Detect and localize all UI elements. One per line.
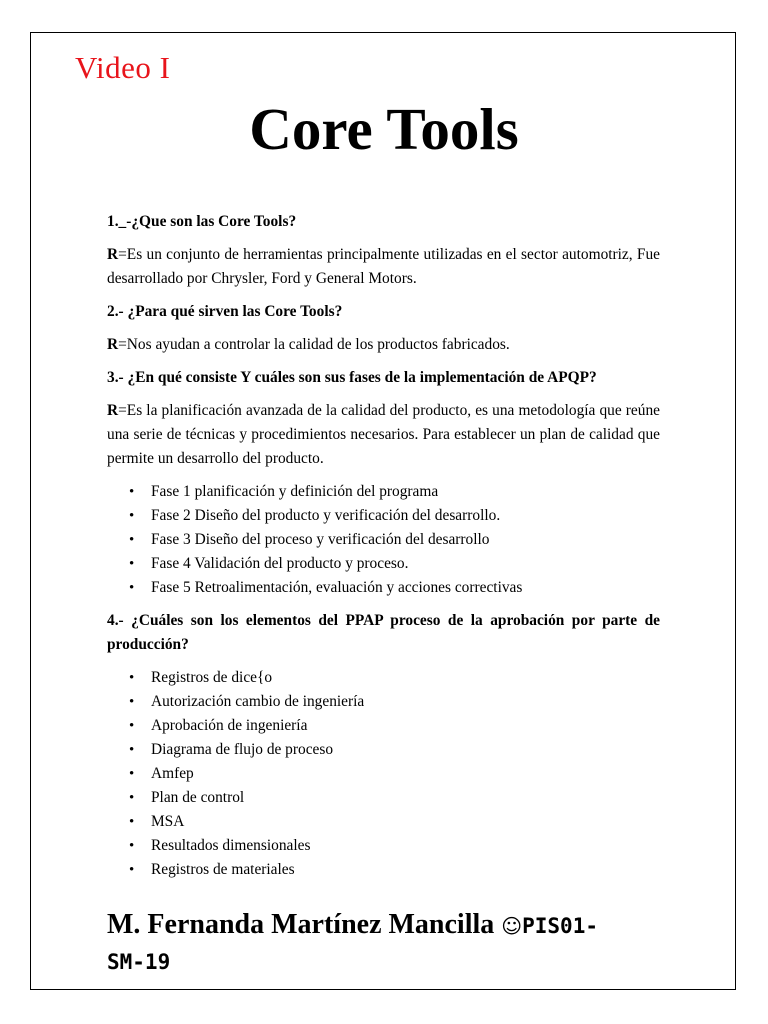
answer-2 [107,333,660,357]
group-code-continued: SM-19 [107,950,171,974]
apqp-phase-list [107,480,660,600]
question-2: 2.- ¿Para qué sirven las Core Tools? [107,303,343,320]
list-item: • Registros de dice{o [151,666,660,690]
answer-prefix: R [107,336,119,353]
list-item: • Amfep [151,762,660,786]
list-item: • Fase 5 Retroalimentación, evaluación y acciones correctivas [151,576,660,600]
list-item: • Fase 3 Diseño del proceso y verificación del desarrollo [151,528,660,552]
list-item: • Resultados dimensionales [151,834,660,858]
answer-text: =Es un conjunto de herramientas principalmente utilizadas en el sector automotriz, Fue desarrollado por Chrysler, Ford y General Motors. [107,246,660,287]
list-item: • Autorización cambio de ingeniería [151,690,660,714]
list-item: • Fase 1 planificación y definición del programa [151,480,660,504]
smiley-icon: ☺ [501,914,523,938]
list-item: • Registros de materiales [151,858,660,882]
page-title: Core Tools [249,96,519,162]
question-1: 1._-¿Que son las Core Tools? [107,213,297,230]
answer-prefix: R [107,246,119,263]
list-item: • Aprobación de ingeniería [151,714,660,738]
question-3: 3.- ¿En qué consiste Y cuáles son sus fases de la implementación de APQP? [107,369,597,386]
question-4: 4.- ¿Cuáles son los elementos del PPAP proceso de la aprobación por parte de producción? [107,612,660,653]
answer-1 [107,243,660,291]
list-item: • Diagrama de flujo de proceso [151,738,660,762]
answer-3 [107,399,660,471]
answer-text: =Nos ayudan a controlar la calidad de los productos fabricados. [118,336,510,353]
list-item: • Fase 2 Diseño del producto y verificación del desarrollo. [151,504,660,528]
answer-prefix: R [107,402,119,419]
ppap-element-list [107,666,660,882]
document-body [107,210,660,891]
video-label: Video I [75,50,171,85]
author-line [107,908,598,943]
answer-text: =Es la planificación avanzada de la calidad del producto, es una metodología que reúne una serie de técnicas y procedimientos necesarios. Para establecer un plan de calidad que permite un desarrollo del producto. [107,402,660,467]
list-item: • MSA [151,810,660,834]
list-item: • Fase 4 Validación del producto y proceso. [151,552,660,576]
group-code: PIS01- [522,914,598,938]
list-item: • Plan de control [151,786,660,810]
author-name: M. Fernanda Martínez Mancilla [107,909,502,940]
